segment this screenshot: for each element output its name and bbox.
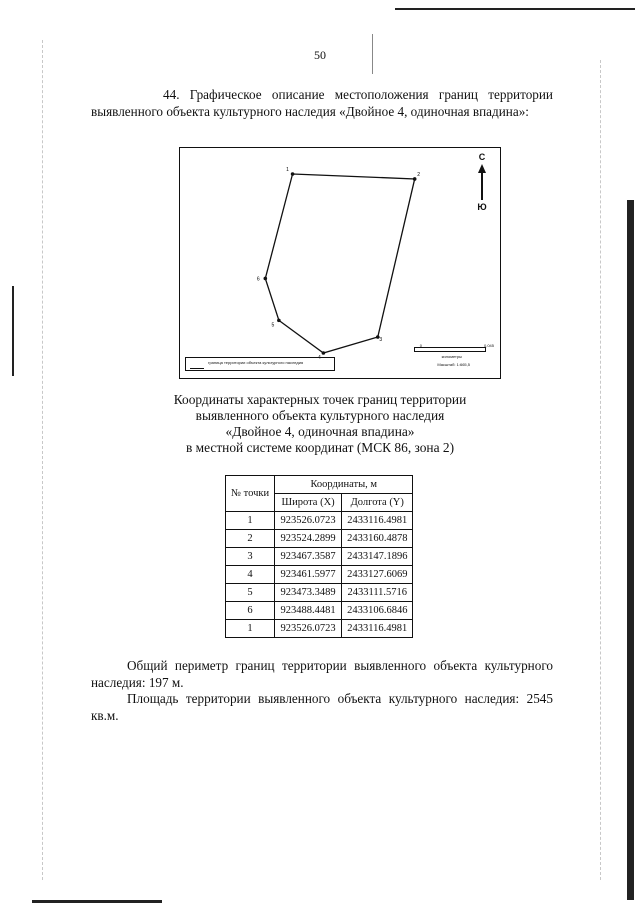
caption-line-1: Координаты характерных точек границ территории xyxy=(173,392,467,407)
cell-point: 1 xyxy=(226,512,275,530)
cell-longitude: 2433116.4981 xyxy=(342,512,413,530)
scale-bar xyxy=(414,347,486,352)
cell-latitude: 923526.0723 xyxy=(275,512,342,530)
scan-artifact-left xyxy=(12,286,14,376)
cell-longitude: 2433111.5716 xyxy=(342,584,413,602)
cell-point: 4 xyxy=(226,566,275,584)
scan-artifact-faint-right xyxy=(600,60,601,880)
scale-label-zero: 0 xyxy=(419,343,422,348)
boundary-point-marker xyxy=(322,351,326,355)
intro-paragraph xyxy=(91,86,553,120)
table-row xyxy=(226,602,413,620)
item-number: 44. xyxy=(163,87,180,102)
cell-latitude: 923524.2899 xyxy=(275,530,342,548)
coordinates-table xyxy=(225,475,413,638)
table-row xyxy=(226,620,413,638)
legend-swatch xyxy=(190,360,204,369)
perimeter-paragraph: Общий периметр границ территории выявленного объекта культурного наследия: 197 м. xyxy=(91,658,553,690)
boundary-point-marker xyxy=(291,172,295,176)
table-row xyxy=(226,584,413,602)
boundary-point-label: 5 xyxy=(271,322,275,329)
caption-line-4: в местной системе координат (МСК 86, зона 2) xyxy=(185,440,455,455)
cell-longitude: 2433106.6846 xyxy=(342,602,413,620)
north-arrow-icon xyxy=(474,152,490,212)
cell-point: 6 xyxy=(226,602,275,620)
caption-line-3: «Двойное 4, одиночная впадина» xyxy=(225,424,415,439)
area-paragraph: Площадь территории выявленного объекта культурного наследия: 2545 кв.м. xyxy=(91,691,553,723)
cell-latitude: 923473.3489 xyxy=(275,584,342,602)
boundary-point-label: 1 xyxy=(286,167,289,173)
header-coordinates: Координаты, м xyxy=(275,476,413,494)
boundary-point-marker xyxy=(277,319,281,323)
table-row xyxy=(226,548,413,566)
cell-point: 2 xyxy=(226,530,275,548)
boundary-polygon xyxy=(265,174,414,353)
intro-text: Графическое описание местоположения границ территории выявленного объекта культурного наследия «Двойное 4, одиночная впадина»: xyxy=(91,87,553,119)
boundary-map xyxy=(179,147,501,379)
boundary-point-label: 3 xyxy=(379,337,383,344)
scan-artifact-faint-left xyxy=(42,40,43,880)
scan-artifact-bottom xyxy=(32,900,162,903)
scale-ratio: Масштаб: 1:665,5 xyxy=(437,362,470,367)
header-latitude: Широта (X) xyxy=(275,494,342,512)
boundary-plot xyxy=(180,148,500,378)
boundary-point-marker xyxy=(413,177,417,181)
boundary-point-label: 2 xyxy=(417,171,421,178)
table-row xyxy=(226,512,413,530)
boundary-point-marker xyxy=(264,277,268,281)
cell-longitude: 2433147.1896 xyxy=(342,548,413,566)
coordinates-caption xyxy=(0,392,640,456)
scan-artifact-right xyxy=(627,200,634,900)
cell-longitude: 2433116.4981 xyxy=(342,620,413,638)
cell-latitude: 923488.4481 xyxy=(275,602,342,620)
scan-artifact-top xyxy=(395,8,635,10)
header-point: № точки xyxy=(226,476,275,512)
scale-units: километры xyxy=(441,354,462,359)
table-row xyxy=(226,566,413,584)
cell-point: 5 xyxy=(226,584,275,602)
boundary-point-label: 6 xyxy=(256,276,260,283)
cell-latitude: 923526.0723 xyxy=(275,620,342,638)
legend-text: граница территории объекта культурного наследия xyxy=(208,360,304,365)
boundary-point-label: 4 xyxy=(318,355,321,361)
cell-latitude: 923461.5977 xyxy=(275,566,342,584)
cell-longitude: 2433160.4878 xyxy=(342,530,413,548)
caption-line-2: выявленного объекта культурного наследия xyxy=(195,408,445,423)
south-label: Ю xyxy=(477,202,487,212)
table-row xyxy=(226,530,413,548)
north-label: С xyxy=(478,152,486,162)
cell-point: 1 xyxy=(226,620,275,638)
scale-label-end: 0,045 xyxy=(483,343,494,348)
header-longitude: Долгота (Y) xyxy=(342,494,413,512)
cell-longitude: 2433127.6069 xyxy=(342,566,413,584)
map-legend xyxy=(185,357,335,371)
arrow-shaft xyxy=(481,172,483,200)
cell-point: 3 xyxy=(226,548,275,566)
page-number: 50 xyxy=(314,48,326,62)
cell-latitude: 923467.3587 xyxy=(275,548,342,566)
